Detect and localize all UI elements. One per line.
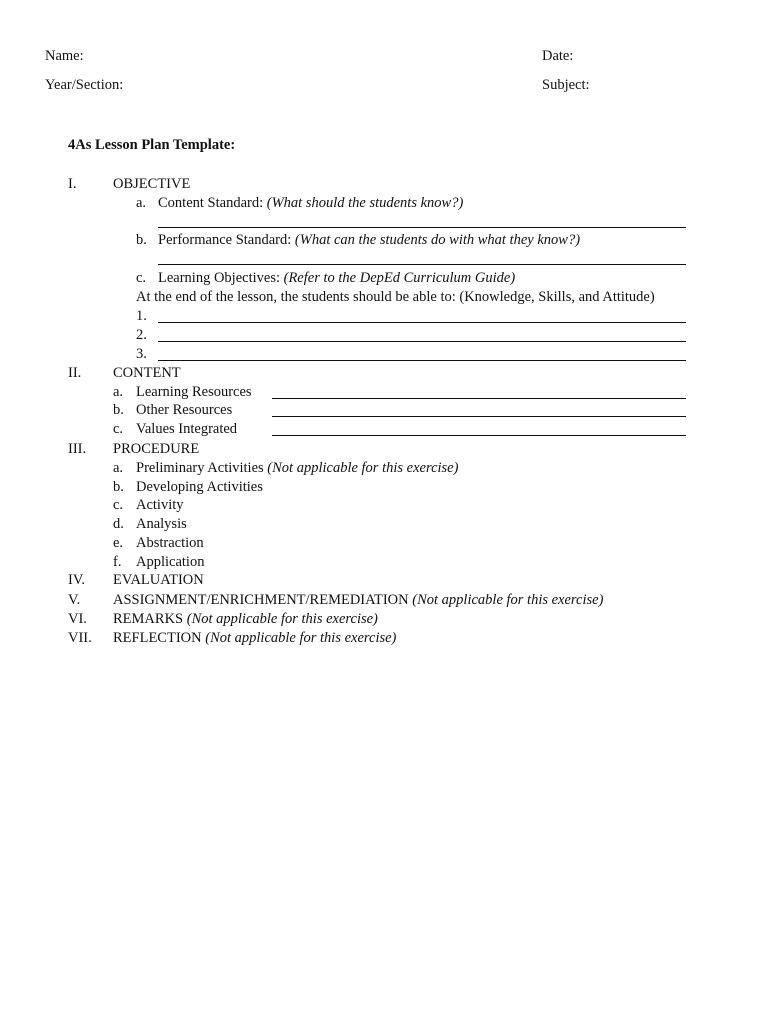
preliminary-activities-label: Preliminary Activities [136,460,264,476]
content-b-letter: b. [113,402,124,418]
section-heading-remarks: REMARKS [113,611,184,627]
section-heading-reflection: REFLECTION [113,630,202,646]
content-standard-label: Content Standard: [158,195,264,211]
procedure-a-letter: a. [113,460,124,476]
preliminary-activities-item [136,459,458,477]
section-numeral-content: II. [68,365,82,381]
content-standard-answer-line[interactable] [158,227,686,228]
section-heading-evaluation: EVALUATION [113,572,204,588]
section-numeral-remarks: VI. [68,611,87,627]
section-heading-assignment: ASSIGNMENT/ENRICHMENT/REMEDIATION [113,592,409,608]
section-numeral-objective: I. [68,176,77,192]
assignment-note: (Not applicable for this exercise) [412,592,604,608]
assignment-item [113,591,603,609]
activity-label: Activity [136,497,184,513]
objective-a-letter: a. [136,195,147,211]
reflection-item [113,629,396,647]
section-numeral-evaluation: IV. [68,572,86,588]
date-label: Date: [542,48,574,64]
procedure-c-letter: c. [113,497,124,513]
learning-resources-answer-line[interactable] [272,398,686,399]
analysis-label: Analysis [136,516,187,532]
subject-label: Subject: [542,77,590,93]
remarks-item [113,610,378,628]
objective-3-answer-line[interactable] [158,360,686,361]
procedure-d-letter: d. [113,516,124,532]
objectives-intro-text: At the end of the lesson, the students should be able to: (Knowledge, Skills, and Attitude) [136,289,655,305]
procedure-f-letter: f. [113,554,122,570]
objective-2-answer-line[interactable] [158,341,686,342]
preliminary-activities-note: (Not applicable for this exercise) [267,460,459,476]
section-heading-content: CONTENT [113,365,181,381]
objective-number-3: 3. [136,346,147,362]
content-standard-item [158,194,463,212]
name-label: Name: [45,48,84,64]
performance-standard-label: Performance Standard: [158,232,292,248]
content-a-letter: a. [113,384,124,400]
year-section-label: Year/Section: [45,77,124,93]
other-resources-label: Other Resources [136,402,233,418]
application-label: Application [136,554,205,570]
values-integrated-answer-line[interactable] [272,435,686,436]
abstraction-label: Abstraction [136,535,204,551]
content-standard-note: (What should the students know?) [266,195,464,211]
objective-number-2: 2. [136,327,147,343]
procedure-e-letter: e. [113,535,124,551]
section-heading-objective: OBJECTIVE [113,176,191,192]
learning-resources-label: Learning Resources [136,384,252,400]
procedure-b-letter: b. [113,479,124,495]
objective-b-letter: b. [136,232,147,248]
learning-objectives-item [158,269,515,287]
objective-1-answer-line[interactable] [158,322,686,323]
performance-standard-item [158,231,580,249]
objective-number-1: 1. [136,308,147,324]
remarks-note: (Not applicable for this exercise) [186,611,378,627]
section-numeral-procedure: III. [68,441,87,457]
learning-objectives-label: Learning Objectives: [158,270,280,286]
other-resources-answer-line[interactable] [272,416,686,417]
page-title: 4As Lesson Plan Template: [68,137,236,153]
values-integrated-label: Values Integrated [136,421,238,437]
developing-activities-label: Developing Activities [136,479,263,495]
content-c-letter: c. [113,421,124,437]
performance-standard-note: (What can the students do with what they know?) [294,232,581,248]
performance-standard-answer-line[interactable] [158,264,686,265]
objective-c-letter: c. [136,270,147,286]
reflection-note: (Not applicable for this exercise) [205,630,397,646]
section-numeral-reflection: VII. [68,630,92,646]
section-heading-procedure: PROCEDURE [113,441,200,457]
section-numeral-assignment: V. [68,592,81,608]
learning-objectives-note: (Refer to the DepEd Curriculum Guide) [283,270,516,286]
